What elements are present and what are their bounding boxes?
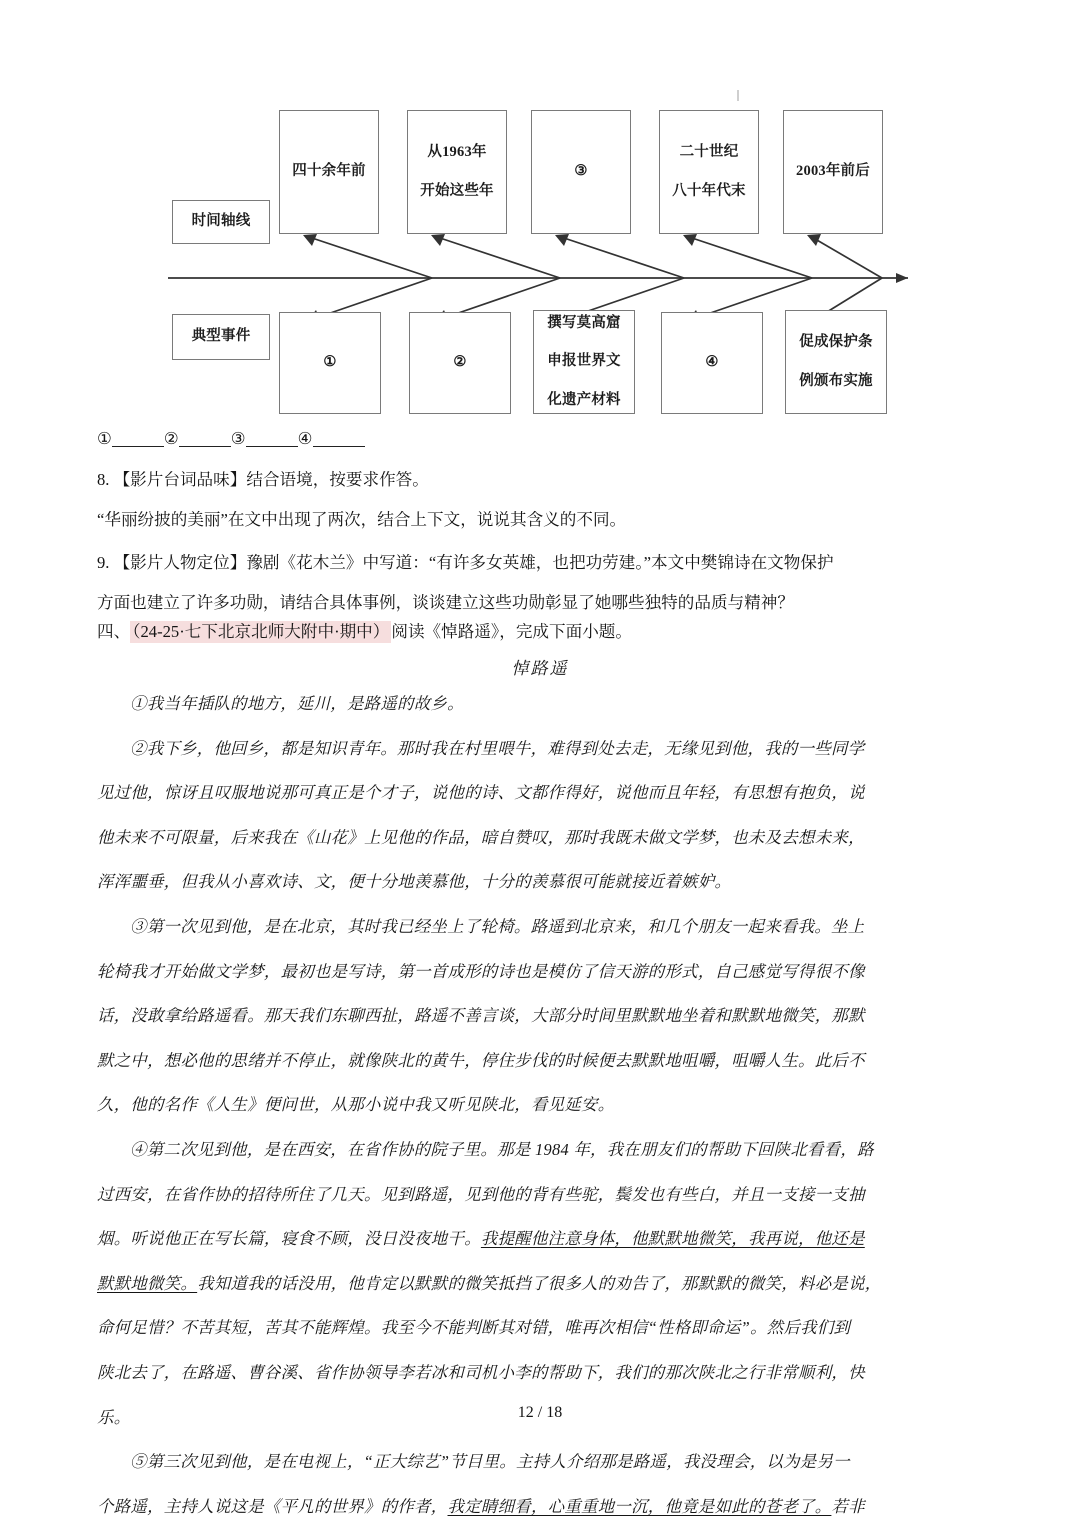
article-paragraph-2-line-1 [130, 735, 864, 759]
event-box-4-text: ④ [705, 354, 719, 371]
article-run: 过西安，在省作协的招待所住了几天。见到路遥，见到他的背有些驼，鬓发也有些白，并且一支接一支抽 [97, 1184, 865, 1204]
event-box-2 [409, 312, 511, 414]
timeline-box-1-text: 四十余年前 [292, 163, 366, 180]
article-paragraph-3-line-5 [97, 1091, 614, 1115]
section-four-rest: 阅读《悼路遥》，完成下面小题。 [391, 622, 632, 641]
article-run: ②我下乡，他回乡，都是知识青年。那时我在村里喂牛，难得到处去走，无缘见到他，我的一些同学 [130, 738, 865, 758]
row-label-events-text: 典型事件 [191, 328, 251, 345]
article-paragraph-4-line-2 [97, 1181, 865, 1205]
article-run: ④第二次见到他，是在西安，在省作协的院子里。那是 1984 年，我在朋友们的帮助下回陕北看看，路 [130, 1140, 874, 1159]
blank-marker-4: ④ [297, 429, 313, 448]
article-run: 个路遥，主持人说这是《平凡的世界》的作者， [97, 1496, 448, 1516]
article-paragraph-5-line-2 [97, 1493, 865, 1517]
timeline-fishbone-diagram [0, 96, 1080, 426]
answer-blank-row [97, 429, 365, 449]
timeline-box-4-text: 二十世纪 八十年代末 [672, 144, 746, 199]
article-run: 话，没敢拿给路遥看。那天我们东聊西扯，路遥不善言谈，大部分时间里默默地坐着和默默地微笑，那默 [97, 1006, 865, 1026]
article-run: 久，他的名作《人生》便问世，从那小说中我又听见陕北，看见延安。 [97, 1095, 615, 1115]
article-paragraph-4-line-6 [97, 1359, 865, 1383]
timeline-box-2 [407, 110, 507, 234]
article-run: 命何足惜？不苦其短，苦其不能辉煌。我至今不能判断其对错，唯再次相信“性格即命运”。然后我们到 [97, 1318, 851, 1338]
article-paragraph-4-line-1 [130, 1136, 874, 1160]
article-paragraph-4-line-3 [97, 1225, 865, 1249]
event-box-5 [785, 310, 887, 414]
article-paragraph-4-line-5 [97, 1314, 850, 1338]
article-run: 默之中，想必他的思绪并不停止，就像陕北的黄牛，停住步伐的时候便去默默地咀嚼，咀嚼人生。此后不 [97, 1050, 865, 1070]
article-run: 浑浑噩垂，但我从小喜欢诗、文，便十分地羡慕他，十分的羡慕很可能就接近着嫉妒。 [97, 872, 732, 892]
blank-marker-1: ① [97, 429, 112, 448]
event-box-3-text: 撰写莫高窟 申报世界文 化遗产材料 [547, 315, 621, 408]
article-paragraph-3-line-4 [97, 1047, 865, 1071]
event-box-2-text: ② [453, 354, 467, 371]
article-run: 我知道我的话没用，他肯定以默默的微笑抵挡了很多人的劝告了，那默默的微笑，料必是说， [197, 1273, 882, 1293]
timeline-box-3-text: ③ [574, 163, 588, 180]
timeline-box-5-text: 2003年前后 [796, 163, 870, 180]
article-run: 轮椅我才开始做文学梦，最初也是写诗，第一首成形的诗也是模仿了信天游的形式，自己感觉写得很不像 [97, 961, 865, 981]
article-run: 若非 [831, 1496, 865, 1516]
article-paragraph-2-line-4 [97, 868, 731, 892]
question-8-line-1: 8. 【影片台词品味】结合语境，按要求作答。 [97, 470, 429, 489]
article-run: 他未来不可限量，后来我在《山花》上见他的作品，暗自赞叹，那时我既未做文学梦，也未及去想未来， [97, 827, 865, 847]
article-run-underlined: 我定睛细看，心重重地一沉，他竟是如此的苍老了。 [447, 1496, 832, 1516]
event-box-3 [533, 310, 635, 414]
event-box-4 [661, 312, 763, 414]
question-9-line-1: 9. 【影片人物定位】豫剧《花木兰》中写道：“有许多女英雄，也把功劳建。”本文中樊锦诗在文物保护 [97, 553, 834, 572]
section-four-prefix: 四、 [97, 622, 131, 641]
row-label-timeline-text: 时间轴线 [191, 213, 251, 230]
exam-source-tag: （24-25·七下北京北师大附中·期中） [132, 622, 390, 641]
event-box-1 [279, 312, 381, 414]
article-paragraph-3-line-3 [97, 1002, 865, 1026]
article-title: 悼路遥 [511, 659, 569, 678]
article-paragraph-3-line-2 [97, 958, 865, 982]
article-run: ⑤第三次见到他，是在电视上，“正大综艺”节目里。主持人介绍那是路遥，我没理会，以为是另一 [130, 1452, 850, 1472]
article-run: 见过他，惊讶且叹服地说那可真正是个才子，说他的诗、文都作得好，说他而且年轻，有思想有抱负，说 [97, 783, 865, 803]
question-9-line-2: 方面也建立了许多功勋，请结合具体事例，谈谈建立这些功勋彰显了她哪些独特的品质与精神？ [97, 593, 794, 612]
article-run: ①我当年插队的地方，延川，是路遥的故乡。 [130, 694, 464, 713]
blank-marker-2: ② [163, 429, 179, 448]
timeline-box-2-text: 从1963年 开始这些年 [420, 144, 494, 199]
article-run-underlined: 我提醒他注意身体，他默默地微笑，我再说，他还是 [480, 1229, 865, 1249]
article-run: 烟。听说他正在写长篇，寝食不顾，没日没夜地干。 [97, 1229, 481, 1249]
diagram-row-label-timeline [172, 200, 270, 244]
section-four-header [97, 618, 632, 642]
article-run-underlined: 默默地微笑。 [97, 1273, 198, 1293]
blank-field-4[interactable] [313, 431, 365, 447]
article-paragraph-2-line-3 [97, 824, 865, 848]
article-paragraph-4-line-4 [97, 1270, 881, 1294]
timeline-box-1 [279, 110, 379, 234]
timeline-box-4 [659, 110, 759, 234]
article-paragraph-1-line-1 [130, 690, 464, 714]
blank-field-3[interactable] [246, 431, 298, 447]
timeline-box-5 [783, 110, 883, 234]
blank-field-2[interactable] [179, 431, 231, 447]
page-footer: 12 / 18 [517, 1404, 563, 1421]
event-box-1-text: ① [323, 354, 337, 371]
article-paragraph-2-line-2 [97, 779, 865, 803]
timeline-box-3 [531, 110, 631, 234]
blank-field-1[interactable] [112, 431, 164, 447]
article-run: ③第一次见到他，是在北京，其时我已经坐上了轮椅。路遥到北京来，和几个朋友一起来看我。坐上 [130, 917, 865, 936]
article-paragraph-3-line-1 [130, 913, 864, 937]
question-8-line-2: “华丽纷披的美丽”在文中出现了两次，结合上下文，说说其含义的不同。 [97, 510, 627, 529]
blank-marker-3: ③ [230, 429, 246, 448]
article-paragraph-5-line-1 [130, 1448, 850, 1472]
article-run: 乐。 [97, 1407, 131, 1427]
article-run: 陕北去了，在路遥、曹谷溪、省作协领导李若冰和司机小李的帮助下，我们的那次陕北之行非常顺利，快 [97, 1363, 865, 1382]
event-box-5-text: 促成保护条 例颁布实施 [799, 334, 873, 389]
diagram-row-label-events [172, 314, 270, 360]
